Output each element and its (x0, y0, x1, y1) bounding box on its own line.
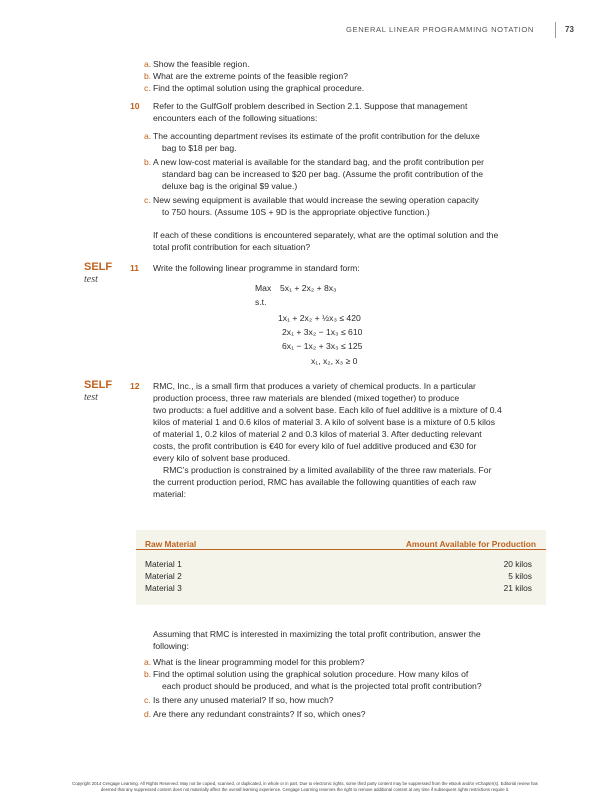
question-number: 10 (130, 101, 140, 111)
list-item: b. Find the optimal solution using the graphical solution procedure. How many kilos of each product should be produced, and what is the projected total profit contribution? (144, 669, 482, 691)
constraint-2: 2x₁ + 3x₂ − 1x₃ ≤ 610 (282, 327, 363, 337)
nonnegativity-constraint: x₁, x₂, x₃ ≥ 0 (311, 356, 358, 366)
table-cell: 5 kilos (508, 571, 532, 581)
table-cell: Material 1 (145, 559, 182, 569)
objective-function: 5x₁ + 2x₂ + 8x₃ (280, 283, 337, 293)
paragraph: If each of these conditions is encountered separately, what are the optimal solution and the total profit contribution for each situation? (153, 230, 499, 252)
list-item: b. A new low-cost material is available for the standard bag, and the profit contribution per standard bag can be increased to $20 per bag. (Assume the profit contribution of the deluxe bag is the original $9 value.) (144, 157, 485, 191)
objective-label: Max (255, 283, 272, 293)
self-test-sublabel: test (84, 274, 98, 285)
list-item: c. Find the optimal solution using the graphical procedure. (144, 83, 365, 93)
list-item: c. Is there any unused material? If so, how much? (144, 695, 334, 705)
table-cell: Material 3 (145, 583, 182, 593)
table-cell: 20 kilos (503, 559, 532, 569)
table-header-amount: Amount Available for Production (405, 539, 536, 549)
page-number: 73 (565, 25, 574, 34)
table-header-rule (136, 549, 546, 550)
question-number: 12 (130, 381, 140, 391)
list-item: a. The accounting department revises its estimate of the profit contribution for the deluxe bag to $18 per bag. (144, 131, 480, 153)
self-test-label: SELF (84, 379, 113, 391)
self-test-label: SELF (84, 261, 113, 273)
list-item: c. New sewing equipment is available that would increase the sewing operation capacity to 750 hours. (Assume 10S + 9D is the appropriate objective function.) (144, 195, 479, 217)
list-item: b. What are the extreme points of the feasible region? (144, 71, 348, 81)
list-item: a. What is the linear programming model for this problem? (144, 657, 365, 667)
copyright-footer: Copyright 2014 Cengage Learning. All Rights Reserved. May not be copied, scanned, or duplicated, in whole or in part. Due to electronic rights, some third party content may be suppressed from the eBook and/or eChapter(s). Editorial review has deemed that any suppressed content does not materially affect the overall learning experience. Cengage Learning reserves the right to remove additional content at any time if subsequent rights restrictions require it. (72, 781, 538, 792)
constraint-3: 6x₁ − 1x₂ + 3x₃ ≤ 125 (282, 341, 363, 351)
constraint-1: 1x₁ + 2x₂ + ½x₃ ≤ 420 (278, 313, 361, 323)
self-test-sublabel: test (84, 392, 98, 403)
table-header-raw-material: Raw Material (145, 539, 197, 549)
table-cell: 21 kilos (503, 583, 532, 593)
subject-to-label: s.t. (255, 297, 267, 307)
paragraph: Assuming that RMC is interested in maximizing the total profit contribution, answer the following: (153, 629, 481, 651)
question-10: 10 Refer to the GulfGolf problem described in Section 2.1. Suppose that management encounters each of the following situations: (130, 101, 468, 123)
list-item: d. Are there any redundant constraints? If so, which ones? (144, 709, 366, 719)
table-cell: Material 2 (145, 571, 182, 581)
question-11: 11 Write the following linear programme in standard form: (130, 263, 360, 273)
running-header: GENERAL LINEAR PROGRAMMING NOTATION (346, 25, 534, 34)
question-12: 12 RMC, Inc., is a small firm that produces a variety of chemical products. In a particular production process, three raw materials are blended (mixed together) to produce two products: a fuel additive and a solvent base. Each kilo of fuel additive is a mixture of 0.4 kilos of material 1 and 0.6 kilos of material 3. A kilo of solvent base is a mixture of 0.5 kilos of material 1, 0.2 kilos of material 2 and 0.3 kilos of material 3. After deducting relevant costs, the profit contribution is €40 for every kilo of fuel additive produced and €30 for every kilo of solvent base produced. RMC’s production is constrained by a limited availability of the three raw materials. For the current production period, RMC has available the following quantities of each raw material: (130, 381, 502, 499)
list-item: a. Show the feasible region. (144, 59, 250, 69)
question-number: 11 (130, 263, 140, 273)
header-divider (555, 22, 556, 38)
